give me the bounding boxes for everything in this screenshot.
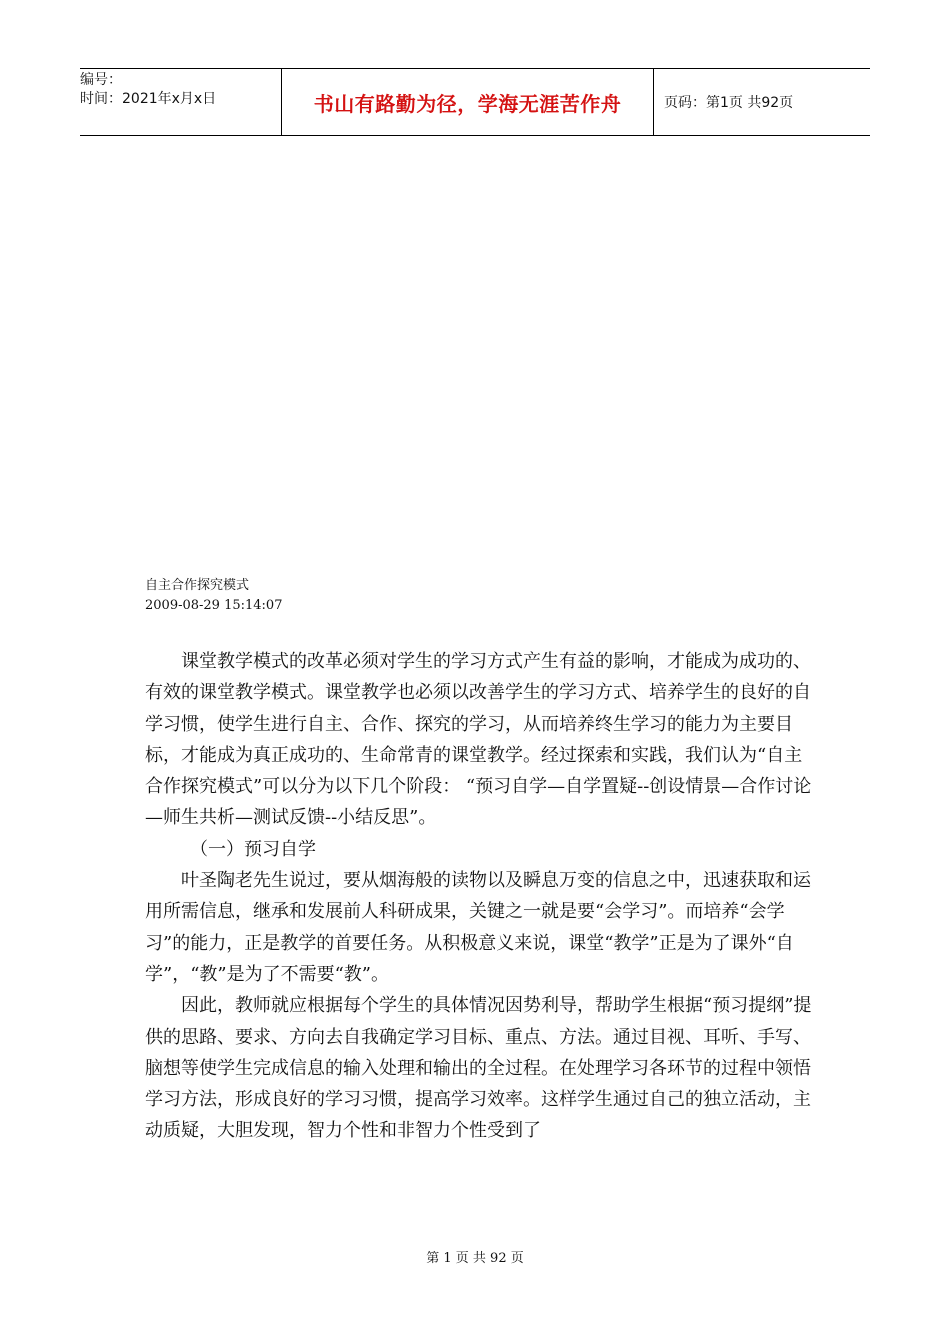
article-datetime: 2009-08-29 15:14:07 [145,598,283,613]
paragraph: 因此，教师就应根据每个学生的具体情况因势利导，帮助学生根据“预习提纲”提供的思路、要求、方向去自我确定学习目标、重点、方法。通过目视、耳听、手写、脑想等使学生完成信息的输入处理和输出的全过程。在处理学习各环节的过程中领悟学习方法，形成良好的学习习惯，提高学习效率。这样学生通过自己的独立活动，主动质疑，大胆发现，智力个性和非智力个性受到了 [145,995,812,1142]
article-title: 自主合作探究模式 [145,578,250,593]
document-header [80,68,870,136]
page-info: 页码：第1页 共92页 [664,95,794,111]
header-page-cell [664,69,870,135]
header-meta-cell [80,69,281,135]
header-motto-cell [281,69,654,135]
section-heading: （一）预习自学 [190,838,316,860]
time-line: 时间：2021年x月x日 [80,91,217,107]
motto-text: 书山有路勤为径，学海无涯苦作舟 [313,91,622,116]
page-footer: 第 1 页 共 92 页 [426,1251,524,1266]
paragraph: 课堂教学模式的改革必须对学生的学习方式产生有益的影响，才能成为成功的、有效的课堂教学模式。课堂教学也必须以改善学生的学习方式、培养学生的良好的自学习惯，使学生进行自主、合作、探究的学习，从而培养终生学习的能力为主要目标，才能成为真正成功的、生命常青的课堂教学。经过探索和实践，我们认为“自主合作探究模式”可以分为以下几个阶段： “预习自学—自学置疑--创设情景—合作讨论—师生共析—测试反馈--小结反思”。 [145,651,812,829]
paragraph: 叶圣陶老先生说过，要从烟海般的读物以及瞬息万变的信息之中，迅速获取和运用所需信息，继承和发展前人科研成果，关键之一就是要“会学习”。而培养“会学习”的能力，正是教学的首要任务。从积极意义来说，课堂“教学”正是为了课外“自学”，“教”是为了不需要“教”。 [145,870,811,985]
article-body [145,646,815,1147]
number-label: 编号： [80,72,122,88]
